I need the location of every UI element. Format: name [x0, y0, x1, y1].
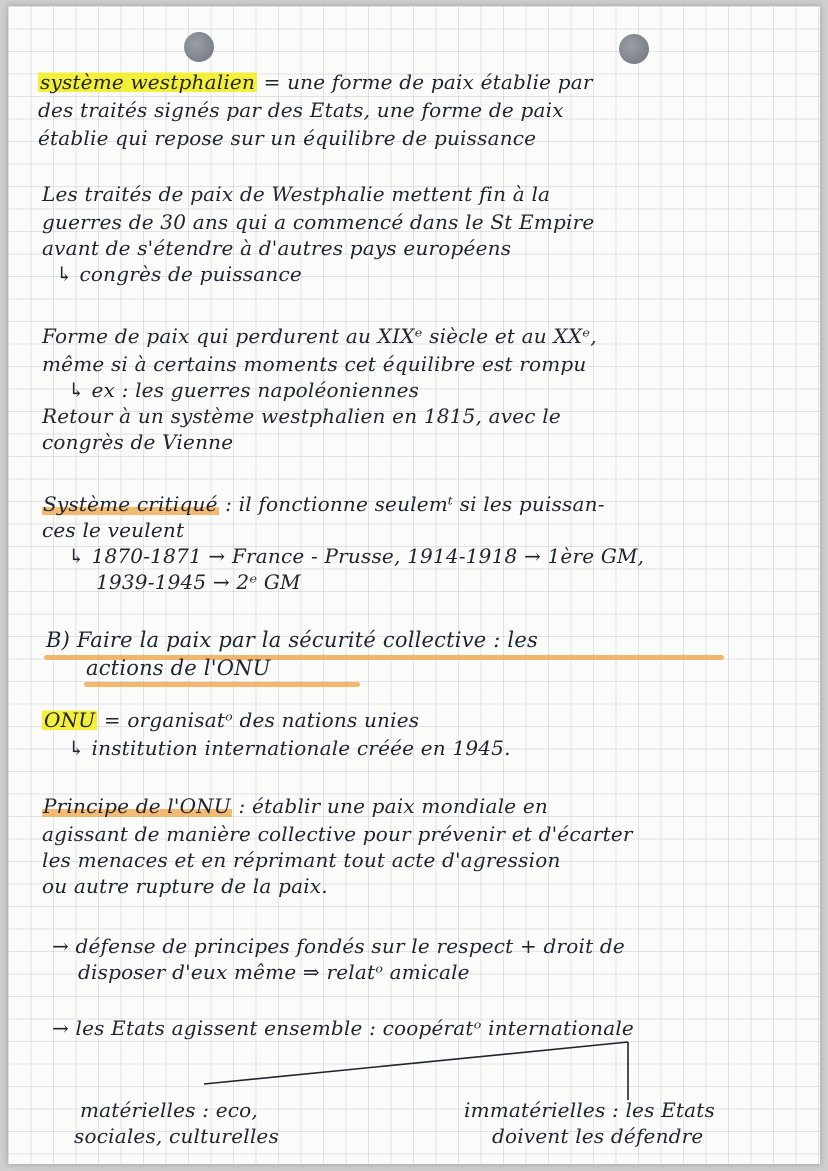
peace-form-line-4: Retour à un système westphalien en 1815, avec le [42, 404, 561, 428]
westphalia-treaties-line-3: avant de s'étendre à d'autres pays européens [42, 236, 512, 260]
critique-line-3: ↳ 1870-1871 → France - Prusse, 1914-1918 → 1ère GM, [68, 544, 645, 568]
bullet-cooperation: → les Etats agissent ensemble : coopératᵒ internationale [52, 1016, 634, 1040]
heading-b-line-2: actions de l'ONU [86, 656, 271, 680]
westphalia-treaties-line-4: ↳ congrès de puissance [56, 262, 302, 286]
peace-form-line-1: Forme de paix qui perdurent au XIXᵉ siècle et au XXᵉ, [42, 324, 597, 348]
immaterial-cooperation-line-1: immatérielles : les Etats [464, 1098, 715, 1122]
critique-line-2: ces le veulent [42, 518, 185, 542]
definition-text: = une forme de paix établie par [257, 70, 593, 94]
westphalia-treaties-line-1: Les traités de paix de Westphalie mettent fin à la [42, 182, 551, 206]
heading-b-line-1: B) Faire la paix par la sécurité collective : les [46, 628, 538, 652]
material-cooperation-line-1: matérielles : eco, [80, 1098, 258, 1122]
critique-line-4: 1939-1945 → 2ᵉ GM [96, 570, 301, 594]
peace-form-line-3: ↳ ex : les guerres napoléoniennes [68, 378, 420, 402]
cooperation-branch-diagram [8, 6, 820, 1164]
onu-principle-term: Principe de l'ONU [43, 794, 231, 818]
westphalian-definition-line-2: des traités signés par des Etats, une forme de paix [38, 98, 564, 122]
westphalia-treaties-line-2: guerres de 30 ans qui a commencé dans le St Empire [42, 210, 595, 234]
material-cooperation-line-2: sociales, culturelles [74, 1124, 279, 1148]
westphalian-system-term: système westphalien [40, 70, 256, 94]
branch-line-left [204, 1042, 628, 1084]
onu-term: ONU [44, 708, 96, 732]
critiqued-system-term: Système critiqué [43, 492, 218, 516]
onu-definition: = organisatᵒ des nations unies [97, 708, 420, 732]
bullet-defense-line-1: → défense de principes fondés sur le respect + droit de [52, 934, 625, 958]
peace-form-line-5: congrès de Vienne [42, 430, 234, 454]
peace-form-line-2: même si à certains moments cet équilibre est rompu [42, 352, 587, 376]
principle-text: : établir une paix mondiale en [231, 794, 548, 818]
principle-line-2: agissant de manière collective pour prévenir et d'écarter [42, 822, 633, 846]
critique-text: : il fonctionne seulemᵗ si les puissan- [218, 492, 605, 516]
westphalian-definition-line-3: établie qui repose sur un équilibre de puissance [38, 126, 537, 150]
bullet-defense-line-2: disposer d'eux même ⇒ relatᵒ amicale [78, 960, 470, 984]
notebook-page [8, 6, 820, 1164]
onu-line-2: ↳ institution internationale créée en 1945. [68, 736, 511, 760]
principle-line-3: les menaces et en réprimant tout acte d'agression [42, 848, 561, 872]
immaterial-cooperation-line-2: doivent les défendre [492, 1124, 704, 1148]
principle-line-4: ou autre rupture de la paix. [42, 874, 328, 898]
